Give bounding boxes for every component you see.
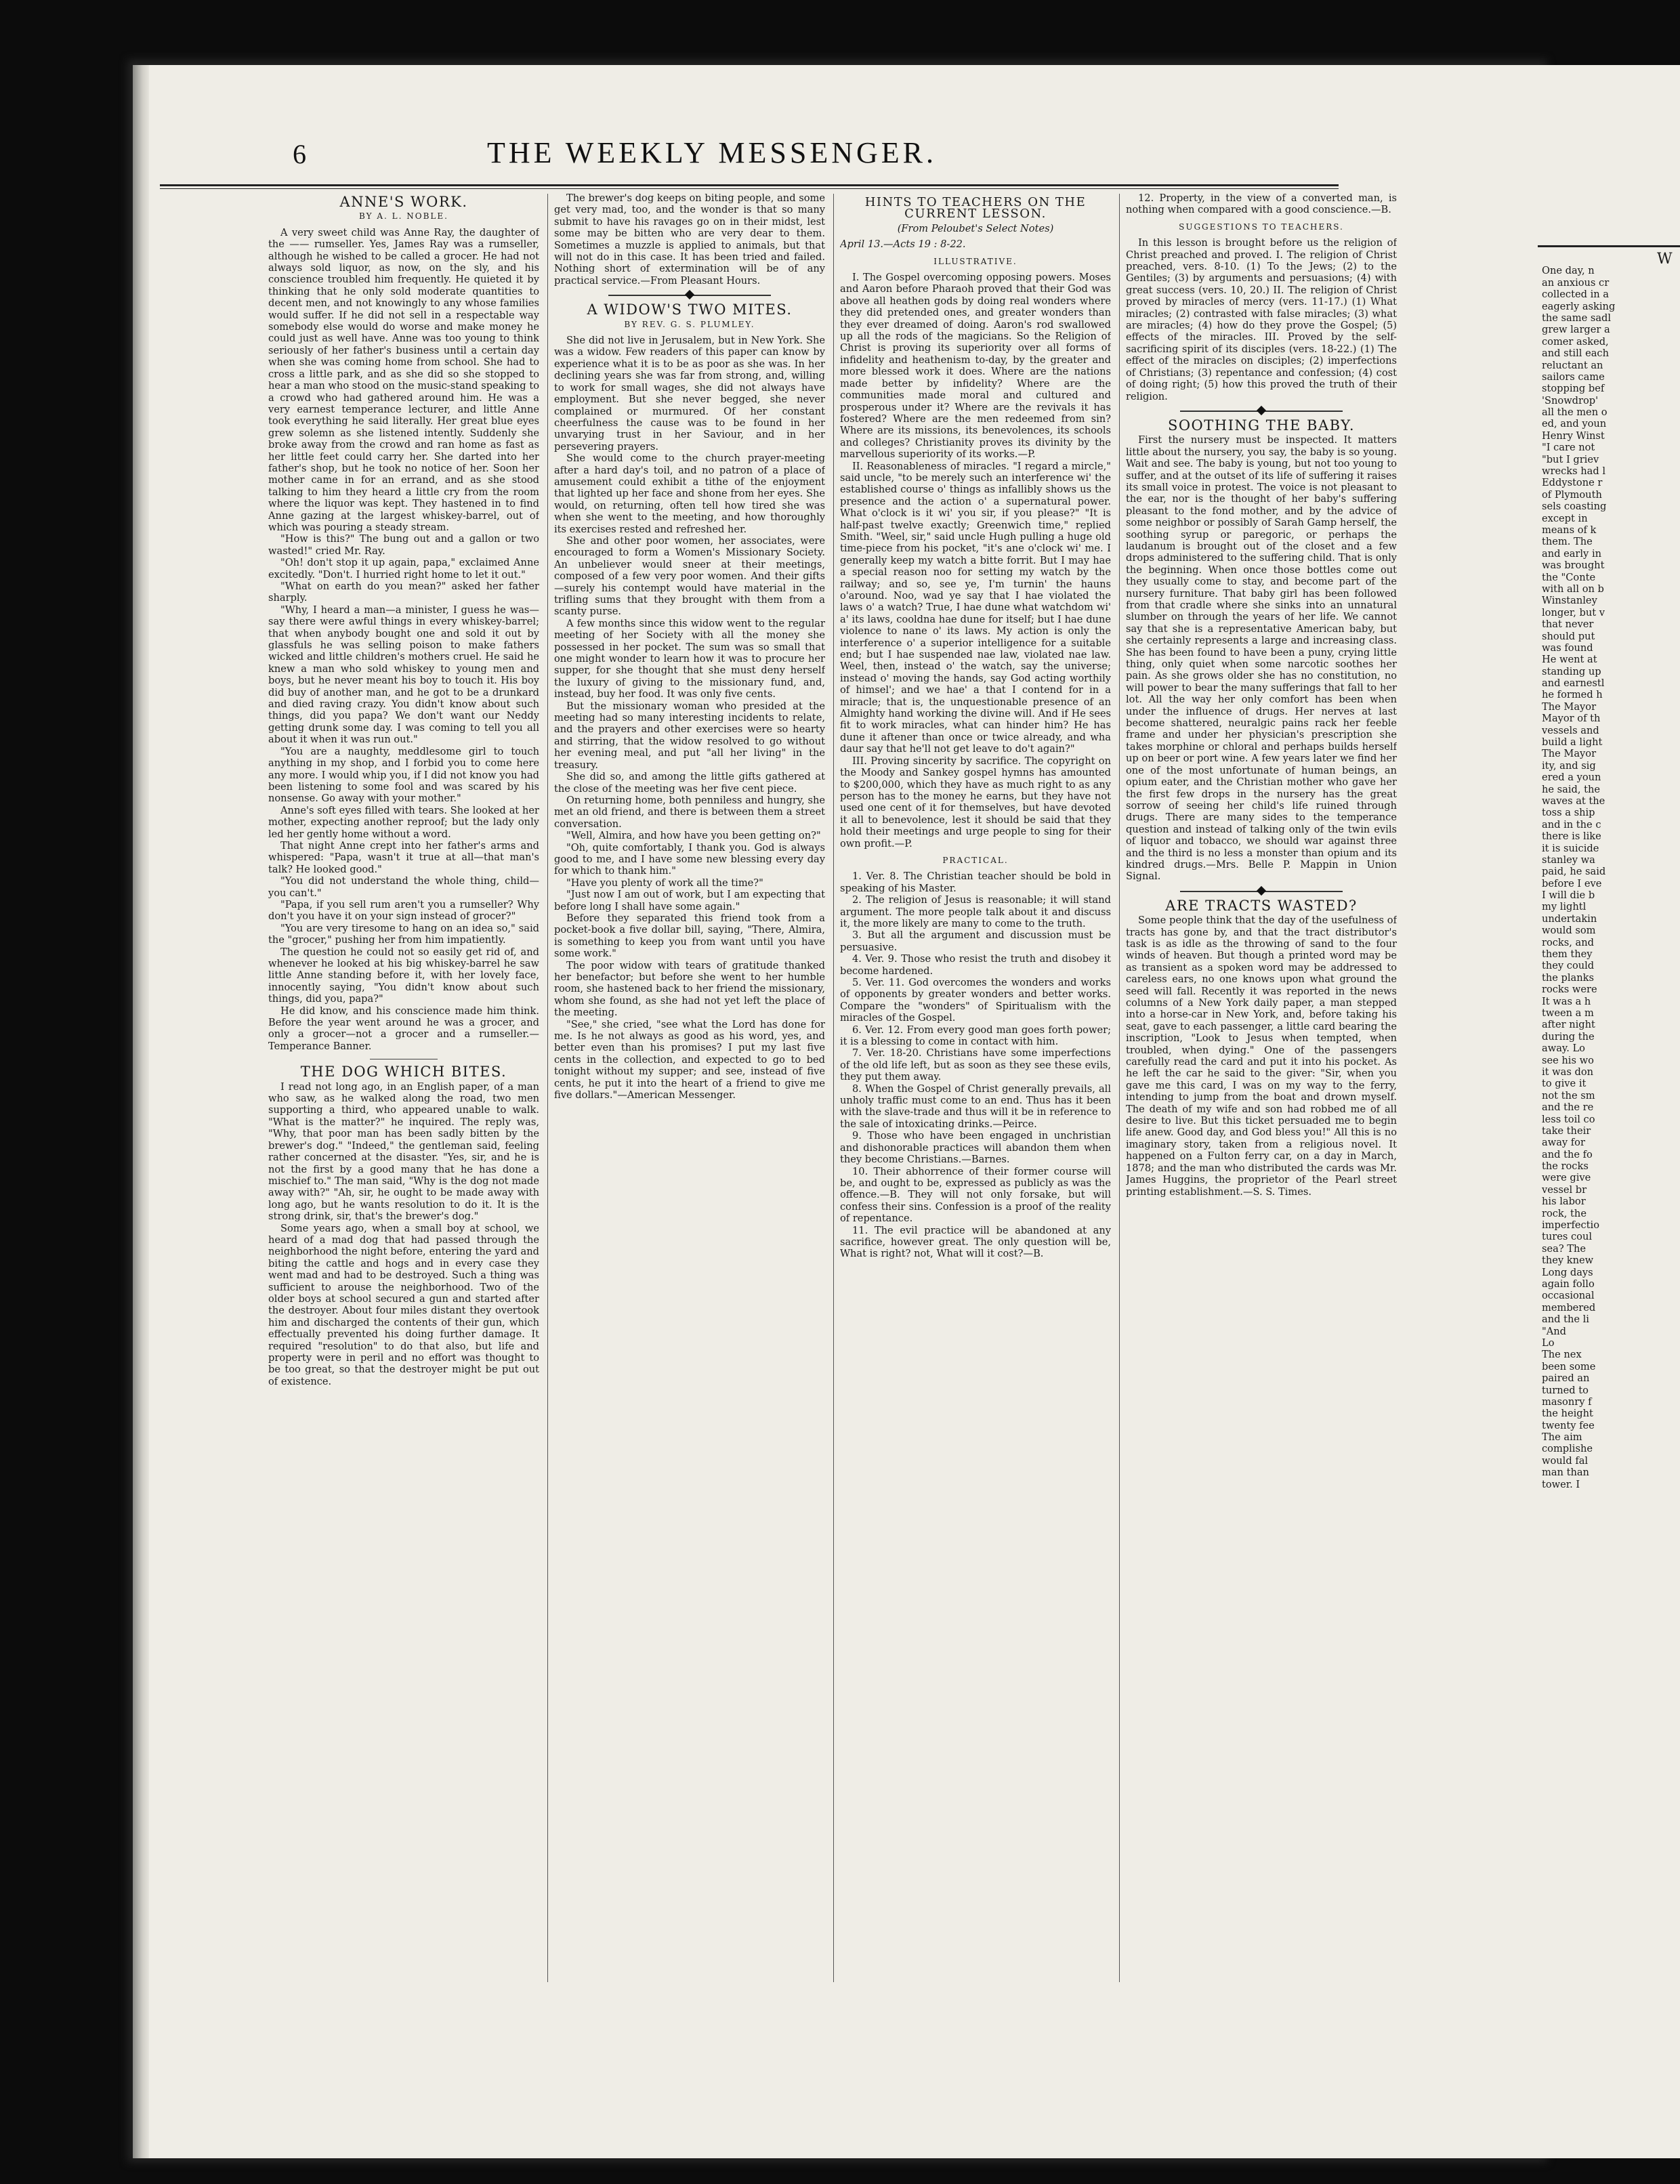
fragment-line: would fal	[1542, 1454, 1589, 1467]
fragment-line: before I eve	[1542, 877, 1602, 889]
paragraph: The brewer's dog keeps on biting people, and some get very mad, too, and the wonder is that so many submit to have his ravages go on in their midst, lest some may be bitten who are very dear to them. Sometimes a muzzle is applied to animals, but that will not do in this case. It has been tried and failed. Nothing short of extermination will be of any practical service.—From Pleasant Hours.	[554, 192, 825, 287]
fragment-line: been some	[1542, 1360, 1596, 1372]
fragment-line: vessel br	[1542, 1183, 1587, 1196]
fragment-line: ity, and sig	[1542, 759, 1596, 772]
fragment-line: with all on b	[1542, 583, 1604, 595]
fragment-line: there is like	[1542, 831, 1601, 843]
article-byline: BY REV. G. S. PLUMLEY.	[624, 319, 755, 329]
fragment-line: during the	[1542, 1030, 1595, 1043]
paragraph: In this lesson is brought before us the religion of Christ preached and proved. I. The religion of Christ preached, vers. 8-10. (1) To the Jews; (2) to the Gentiles; (3) by arguments and persuasions; (4) with great success (vers. 10, 20.) II. The religion of Christ proved by miracles of mercy (vers. 11-17.) (1) What miracles; (2) contrasted with false miracles; (3) what are miracles; (4) how do they prove the Gospel; (5) effects of the miracles. III. Proved by the self-sacrificing spirit of its disciples (vers. 18-22.) (1) The effect of the miracles on disciples; (2) imperfections of Christians; (3) repentance and confession; (4) cost of doing right; (5) how this proved the truth of their religion.	[1126, 237, 1397, 402]
fragment-line: them they	[1542, 948, 1593, 961]
fragment-line: turned to	[1542, 1384, 1589, 1396]
ornament-separator	[608, 295, 771, 296]
column-2	[554, 192, 825, 1981]
paragraph: The question he could not so easily get rid of, and whenever he looked at his big whiskey-barrel he saw little Anne standing before it, with her lovely face, innocently saying, "You didn't know about such things, did you, papa?"	[268, 946, 539, 1005]
fragment-line: rocks were	[1542, 984, 1597, 996]
fragment-line: eagerly asking	[1542, 300, 1616, 312]
fragment-line: that never	[1542, 618, 1594, 631]
column-rule	[547, 194, 548, 1982]
fragment-line: sailors came	[1542, 371, 1605, 383]
fragment-header-rule	[1538, 245, 1680, 247]
fragment-line: ered a youn	[1542, 772, 1601, 784]
fragment-line: 'Snowdrop'	[1542, 394, 1599, 406]
paragraph: First the nursery must be inspected. It matters little about the nursery, you say, the baby is so young. Wait and see. The baby is young, but not too young to suffer, and at the outset of its life of suffering it raises its small voice in protest. The voice is not pleasant to the ear, nor is the thought of her baby's suffering pleasant to the fond mother, and by the advice of some neighbor or possibly of Sarah Gamp herself, the soothing syrup or paregoric, or perhaps the laudanum is brought out of the closet and a few drops administered to the suffering child. That is only the beginning. When once those bottles come out they usually come to stay, and become part of the nursery furniture. That baby girl has been followed from that cradle where she sinks into an unnatural slumber on through the years of her life. We cannot say that she is a representative American baby, but she certainly represents a large and increasing class. She has been found to have been a puny, crying little thing, only quiet when some narcotic soothes her pain. As she grows older she has no constitution, no will power to bear the many sufferings that fall to her lot. All the way her only comfort has been when under the influence of drugs. Her nerves at last become shattered, neuralgic pains rack her feeble frame and under her physician's prescription she takes morphine or chloral and perhaps builds herself up on beer or port wine. A few years later we find her one of the most unfortunate of human beings, an opium eater, and the Christian mother who gave her the first few drops in the nursery has the great sorrow of seeing her child's life ruined through drugs. There are many sides to the temperance question and instead of talking only of the twin evils of liquor and tobacco, we should war against three and the third is no less a monster than opium and its kindred drugs.—Mrs. Belle P. Mappin in Union Signal.	[1126, 434, 1397, 883]
fragment-line: would som	[1542, 925, 1596, 937]
fragment-line: them. The	[1542, 536, 1593, 548]
fragment-line: reluctant an	[1542, 359, 1603, 371]
fragment-line: away. Lo	[1542, 1043, 1585, 1055]
fragment-line: they could	[1542, 960, 1595, 972]
article-byline: BY A. L. NOBLE.	[359, 211, 448, 222]
paragraph: I. The Gospel overcoming opposing powers. Moses and Aaron before Pharaoh proved that their God was above all heathen gods by doing real wonders where they did pretended ones, and greater wonders than they ever dreamed of doing. Aaron's rod swallowed up all the rods of the magicians. So the Religion of Christ is proving its superiority over all forms of infidelity and heathenism to-day, by the greater and more blessed work it does. Where are the nations made better by infidelity? Where are the communities made moral and cultured and prosperous under it? Where are the revivals it has fostered? Where are the men redeemed from sin? Where are its missions, its benevolences, its schools and colleges? Christianity proves its divinity by the marvellous superiority of its works.—P.	[840, 272, 1111, 461]
fragment-line: tween a m	[1542, 1007, 1594, 1019]
masthead-title: THE WEEKLY MESSENGER.	[486, 136, 937, 169]
header-rule	[160, 184, 1339, 189]
section-heading: PRACTICAL.	[942, 855, 1009, 865]
list-item: 1. Ver. 8. The Christian teacher should be bold in speaking of his Master.	[840, 870, 1111, 894]
paragraph: "Well, Almira, and how have you been getting on?"	[566, 830, 821, 842]
paragraph: The poor widow with tears of gratitude thanked her benefactor; but before she went to her humble room, she hastened back to her friend the missionary, whom she found, as she had not yet left the place of the meeting.	[554, 959, 825, 1019]
paragraph: She did so, and among the little gifts gathered at the close of the meeting was her five cent piece.	[554, 771, 825, 795]
fragment-line: and the li	[1542, 1314, 1589, 1326]
paragraph: "You are very tiresome to hang on an idea so," said the "grocer," pushing her from him impatiently.	[268, 922, 539, 946]
fragment-line: waves at the	[1542, 795, 1605, 807]
paragraph: "Papa, if you sell rum aren't you a rumseller? Why don't you have it on your sign instead of grocer?"	[268, 898, 539, 923]
fragment-line: was found	[1542, 642, 1593, 654]
column-1	[268, 192, 539, 1981]
fragment-line: Winstanley	[1542, 595, 1597, 607]
fragment-line: masonry f	[1542, 1395, 1592, 1408]
list-item: 5. Ver. 11. God overcomes the wonders and works of opponents by greater wonders and better works. Compare the "wonders" of Spiritualism with the miracles of the Gospel.	[840, 977, 1111, 1024]
article-title: SOOTHING THE BABY.	[1167, 417, 1356, 434]
fragment-line: Eddystone r	[1542, 477, 1603, 489]
list-item: 10. Their abhorrence of their former course will be, and ought to be, expressed as publicly as was the offence.—B. They will not only forsake, but will confess their sins. Confession is a proof of the reality of repentance.	[840, 1165, 1111, 1225]
fragment-line: One day, n	[1542, 265, 1595, 277]
next-page-fragment	[1538, 65, 1680, 2158]
article-title: ANNE'S WORK.	[339, 194, 468, 210]
article-title: A WIDOW'S TWO MITES.	[587, 301, 793, 318]
fragment-line: away for	[1542, 1137, 1585, 1149]
fragment-line: standing up	[1542, 665, 1601, 677]
fragment-line: see his wo	[1542, 1054, 1594, 1066]
paragraph: She would come to the church prayer-meeting after a hard day's toil, and no patron of a place of amusement could exhibit a tithe of the enjoyment that lighted up her face and shone from her eyes. She would, on returning, often tell how tired she was when she went to the meeting, and how thoroughly its exercises rested and refreshed her.	[554, 453, 825, 535]
list-item: 9. Those who have been engaged in unchristian and dishonorable practices will abandon them when they become Christians.—Barnes.	[840, 1130, 1111, 1166]
column-rule	[1119, 194, 1120, 1982]
paragraph: "You are a naughty, meddlesome girl to touch anything in my shop, and I forbid you to come here any more. I would whip you, if I did not know you had been listening to some fool and was scared by his nonsense. Go away with your mother."	[268, 745, 539, 805]
fragment-line: build a light	[1542, 736, 1603, 749]
fragment-line: sea? The	[1542, 1242, 1587, 1255]
fragment-line: tures coul	[1542, 1231, 1593, 1243]
fragment-line: occasional	[1542, 1290, 1595, 1302]
paragraph: "Oh, quite comfortably, I thank you. God is always good to me, and I have some new blessing every day for which to thank him."	[554, 841, 825, 877]
fragment-line: W	[1657, 251, 1673, 268]
fragment-line: rock, the	[1542, 1207, 1587, 1219]
fragment-line: Long days	[1542, 1266, 1593, 1278]
article-title: HINTS TO TEACHERS ON THE CURRENT LESSON.	[864, 195, 1087, 222]
fragment-line: imperfectio	[1542, 1219, 1599, 1232]
fragment-line: the rocks	[1542, 1160, 1589, 1173]
paragraph: "Have you plenty of work all the time?"	[566, 877, 763, 889]
fragment-line: tower. I	[1542, 1478, 1580, 1490]
fragment-line: to give it	[1542, 1078, 1587, 1090]
fragment-line: ed, and youn	[1542, 418, 1607, 430]
lesson-reference: April 13.—Acts 19 : 8-22.	[840, 238, 966, 251]
fragment-line: means of k	[1542, 524, 1597, 536]
fragment-line: take their	[1542, 1125, 1591, 1137]
ornament-separator	[1180, 891, 1343, 892]
fragment-line: not the sm	[1542, 1089, 1595, 1101]
fragment-line: should put	[1542, 630, 1595, 642]
fragment-line: and in the c	[1542, 818, 1601, 831]
fragment-line: less toil co	[1542, 1113, 1595, 1125]
fragment-line: longer, but v	[1542, 606, 1605, 618]
fragment-line: the same sadl	[1542, 312, 1612, 324]
fragment-line: Mayor of th	[1542, 713, 1601, 725]
list-item: 12. Property, in the view of a converted man, is nothing when compared with a good conscience.—B.	[1126, 192, 1397, 216]
fragment-line: man than	[1542, 1467, 1589, 1479]
fragment-line: my lightl	[1542, 901, 1587, 913]
paragraph: "Why, I heard a man—a minister, I guess he was—say there were awful things in every whiskey-barrel; that when anybody bought one and sold it out by glassfuls he was selling poison to make fathers wicked and little children's mothers cruel. He said he knew a man who sold whiskey to young men and boys, but he never meant his boy to touch it. His boy did buy of another man, and he got to be a drunkard and died raving crazy. You didn't know about such things, did you papa? We don't want our Neddy getting drunk some day. I was coming to tell you all about it when it was run out."	[268, 604, 539, 746]
fragment-line: and earnestl	[1542, 677, 1605, 690]
fragment-line: toss a ship	[1542, 807, 1595, 819]
newspaper-page	[133, 65, 1540, 2158]
paragraph: III. Proving sincerity by sacrifice. The copyright on the Moody and Sankey gospel hymns has amounted to $200,000, which they have as much right to as any person has to the money he earns, but they have not used one cent of it for themselves, but have devoted it all to benevolence, lest it should be said that they hold their meetings and urge people to sing for their own profit.—P.	[840, 755, 1111, 849]
fragment-line: "I care not	[1542, 442, 1595, 454]
paragraph: That night Anne crept into her father's arms and whispered: "Papa, wasn't it true at all—that man's talk? He looked good."	[268, 839, 539, 875]
fragment-line: "And	[1542, 1325, 1566, 1337]
fragment-line: and the re	[1542, 1101, 1594, 1114]
paragraph: But the missionary woman who presided at the meeting had so many interesting incidents to relate, and the prayers and other exercises were so hearty and stirring, that the widow resolved to go without her evening meal, and put "all her living" in the treasury.	[554, 700, 825, 771]
fragment-line: The Mayor	[1542, 748, 1597, 760]
paragraph: "Just now I am out of work, but I am expecting that before long I shall have some again."	[554, 889, 825, 912]
paragraph: "Oh! don't stop it up again, papa," exclaimed Anne excitedly. "Don't. I hurried right home to let it out."	[268, 557, 539, 581]
fragment-line: "but I griev	[1542, 453, 1599, 465]
fragment-line: and early in	[1542, 547, 1602, 560]
paragraph: II. Reasonableness of miracles. "I regard a mircle," said uncle, "to be merely such an interference wi' the established course o' things as infallibly shows us the presence and the action o' a supernatural power. What o'clock is it wi' you sir, if you please?" "It is half-past twelve exactly; Greenwich time," replied Smith. "Weel, sir," said uncle Hugh pulling a huge old time-piece from his pocket, "it's ane o'clock wi' me. I generally keep my watch a bitte forrit. But I may hae a special reason noo for setting my watch by the railway; and so, see ye, I'm turnin' the hauns o'around. Noo, wad ye say that I hae violated the laws o' a watch? True, I hae dune what watchdom wi' a' its laws, cooldna hae dune for itself; but I hae dune violence to nane o' its laws. My action is only the interference o' a superior intelligence for a suitable end; but I hae suspended nae law, violated nae law. Weel, then, instead o' the watch, say the universe; instead o' moving the hands, say God acting worthily of himsel'; and we hae' a that I contend for in a miracle; that is, the unquestionable presence of an Almighty hand working the divine will. And if He sees fit to work miracles, what can hinder him? He has dune it aftener than once or twice already, and wha daur say that he'll not get leave to do't again?"	[840, 460, 1111, 755]
paragraph: I read not long ago, in an English paper, of a man who saw, as he walked along the road, two men supporting a third, who appeared unable to walk. "What is the matter?" he inquired. The reply was, "Why, that poor man has been sadly bitten by the brewer's dog." "Indeed," the gentleman said, feeling rather concerned at the disaster. "Yes, sir, and he is not the first by a good many that he has done a mischief to." The man said, "Why is the dog not made away with?" "Ah, sir, he ought to be made away with long ago, but he wants resolution to do it. It is the strong drink, sir, that's the brewer's dog."	[268, 1080, 539, 1223]
fragment-line: an anxious cr	[1542, 276, 1610, 289]
fragment-line: paid, he said	[1542, 866, 1606, 878]
fragment-line: The aim	[1542, 1431, 1582, 1444]
column-rule	[833, 194, 834, 1982]
section-heading: ILLUSTRATIVE.	[933, 256, 1017, 266]
fragment-line: stopping bef	[1542, 383, 1605, 395]
fragment-line: sels coasting	[1542, 501, 1607, 513]
article-source: (From Peloubet's Select Notes)	[897, 222, 1054, 234]
paragraph: Before they separated this friend took from a pocket-book a five dollar bill, saying, "There, Almira, is something to keep you from want until you have some work."	[554, 912, 825, 960]
article-title: ARE TRACTS WASTED?	[1165, 897, 1358, 914]
fragment-line: wrecks had l	[1542, 465, 1605, 478]
paragraph: "How is this?" The bung out and a gallon or two wasted!" cried Mr. Ray.	[268, 533, 539, 557]
fragment-line: it is suicide	[1542, 842, 1599, 854]
list-item: 2. The religion of Jesus is reasonable; it will stand argument. The more people talk about it and discuss it, the more likely are many to come to the truth.	[840, 894, 1111, 929]
ornament-separator	[1180, 411, 1343, 412]
fragment-line: after night	[1542, 1019, 1595, 1031]
fragment-line: vessels and	[1542, 724, 1599, 736]
fragment-line: rocks, and	[1542, 936, 1594, 948]
fragment-line: he formed h	[1542, 689, 1603, 701]
fragment-line: it was don	[1542, 1066, 1594, 1078]
column-4	[1126, 192, 1397, 1981]
fragment-line: He went at	[1542, 654, 1597, 666]
fragment-line: again follo	[1542, 1278, 1595, 1290]
fragment-line: all the men o	[1542, 406, 1608, 419]
fragment-line: and the fo	[1542, 1148, 1593, 1160]
paragraph: "You did not understand the whole thing, child—you can't."	[268, 875, 539, 899]
paragraph: Some years ago, when a small boy at school, we heard of a mad dog that had passed through the neighborhood the night before, entering the yard and biting the cattle and hogs and in every case they went mad and had to be destroyed. Such a thing was sufficient to arouse the neighborhood. Two of the older boys at school secured a gun and started after the destroyer. About four miles distant they overtook him and discharged the contents of their gun, which effectually prevented his doing further damage. It required "resolution" to do that also, but life and property were in peril and no effort was thought to be too great, so that the destroyer might be put out of existence.	[268, 1222, 539, 1387]
list-item: 11. The evil practice will be abandoned at any sacrifice, however great. The only question will be, What is right? not, What will it cost?—B.	[840, 1224, 1111, 1260]
column-3	[840, 192, 1111, 1981]
fragment-line: and still each	[1542, 348, 1609, 360]
page-number: 6	[293, 139, 306, 169]
paragraph: She and other poor women, her associates, were encouraged to form a Women's Missionary Society. An unbeliever would sneer at their meetings, composed of a few very poor women. And their gifts—surely his contempt would have material in the trifling sums that they brought with them from a scanty purse.	[554, 534, 825, 618]
fragment-line: grew larger a	[1542, 324, 1610, 336]
list-item: 6. Ver. 12. From every good man goes forth power; it is a blessing to come in contact with him.	[840, 1024, 1111, 1048]
fragment-line: stanley wa	[1542, 854, 1595, 866]
list-item: 4. Ver. 9. Those who resist the truth and disobey it become hardened.	[840, 953, 1111, 977]
list-item: 3. But all the argument and discussion must be persuasive.	[840, 929, 1111, 953]
paragraph: "See," she cried, "see what the Lord has done for me. Is he not always as good as his word, yes, and better even than his promises? I put my last five cents in the collection, and expected to go to bed tonight without my supper; and see, instead of five cents, he put it into the heart of a friend to give me five dollars."—American Messenger.	[554, 1018, 825, 1101]
fragment-line: Henry Winst	[1542, 429, 1605, 442]
fragment-line: membered	[1542, 1301, 1596, 1314]
paragraph: A very sweet child was Anne Ray, the daughter of the —— rumseller. Yes, James Ray was a rumseller, although he wished to be called a grocer. He had not always sold liquor, as now, on the sly, and his conscience troubled him frequently. He quieted it by thinking that he only sold moderate quantities to decent men, and not knowingly to any whose families would suffer. If he did not sell in a respectable way somebody else would do worse and make money he could just as well have. Anne was too young to think seriously of her father's business until a certain day when she was coming home from school. She had to cross a little park, and as she did so she stopped to hear a man who stood on the music-stand speaking to a crowd who had gathered around him. He was a very earnest temperance lecturer, and little Anne took everything he said literally. Her great blue eyes grew solemn as she listened intently. Suddenly she broke away from the crowd and ran home as fast as her little feet could carry her. She darted into her father's shop, but he took no notice of her. Soon her mother came in for an errand, and as she stood talking to him they heard a little cry from the room where the liquor was kept. They hastened in to find Anne gazing at the largest whiskey-barrel, out of which was pouring a steady stream.	[268, 226, 539, 533]
section-heading: SUGGESTIONS TO TEACHERS.	[1179, 222, 1344, 232]
fragment-line: was brought	[1542, 560, 1605, 572]
paragraph: He did know, and his conscience made him think. Before the year went around he was a grocer, and only a grocer—not a grocer and a rumseller.—Temperance Banner.	[268, 1005, 539, 1052]
fragment-line: collected in a	[1542, 289, 1609, 301]
fragment-line: paired an	[1542, 1372, 1590, 1385]
page-binding	[133, 65, 149, 2158]
fragment-line: the "Conte	[1542, 571, 1596, 583]
paragraph: Some people think that the day of the usefulness of tracts has gone by, and that the tract distributor's task is as idle as the throwing of sand to the four winds of heaven. But though a printed word may be as transient as a spoken word may be addressed to careless ears, no one knows upon what ground the seed will fall. Recently it was reported in the news columns of a New York daily paper, a man stepped into a horse-car in New York, and, before taking his seat, gave to each passenger, a little card bearing the inscription, "Look to Jesus when tempted, when troubled, when dying." One of the passengers carefully read the card and put it into his pocket. As he left the car he said to the giver: "Sir, when you gave me this card, I was on my way to the ferry, intending to jump from the boat and drown myself. The death of my wife and son had robbed me of all desire to live. But this ticket persuaded me to begin life anew. Good day, and God bless you!" All this is no imaginary story, taken from a religious novel. It happened on a Fulton ferry car, on a day in March, 1878; and the man who distributed the cards was Mr. James Huggins, the proprietor of the Pearl street printing establishment.—S. S. Times.	[1126, 915, 1397, 1198]
fragment-line: I will die b	[1542, 889, 1595, 902]
fragment-line: they knew	[1542, 1255, 1594, 1267]
fragment-line: undertakin	[1542, 912, 1597, 925]
fragment-line: comer asked,	[1542, 335, 1609, 348]
fragment-line: It was a h	[1542, 995, 1591, 1007]
paragraph: A few months since this widow went to the regular meeting of her Society with all the money she possessed in her pocket. The sum was so small that one might wonder to learn how it was to procure her supper, for she thought that she must deny herself the luxury of giving to the missionary fund, and, instead, buy her food. It was only five cents.	[554, 617, 825, 700]
fragment-line: his labor	[1542, 1196, 1586, 1208]
list-item: 7. Ver. 18-20. Christians have some imperfections of the old life left, but as soon as they see these evils, they put them away.	[840, 1047, 1111, 1083]
fragment-line: complishe	[1542, 1443, 1593, 1455]
fragment-line: The Mayor	[1542, 700, 1597, 713]
paragraph: She did not live in Jerusalem, but in New York. She was a widow. Few readers of this paper can know by experience what it is to be as poor as she was. In her declining years she was far from strong, and, willing to work for small wages, she did not always have employment. But she never begged, she never complained or murmured. Of her constant cheerfulness the cause was to be found in her unvarying trust in her Saviour, and in her persevering prayers.	[554, 335, 825, 453]
fragment-line: The nex	[1542, 1349, 1582, 1361]
fragment-line: he said, the	[1542, 783, 1601, 795]
article-title: THE DOG WHICH BITES.	[300, 1064, 507, 1080]
paragraph: On returning home, both penniless and hungry, she met an old friend, and there is between them a street conversation.	[554, 794, 825, 830]
list-item: 8. When the Gospel of Christ generally prevails, all unholy traffic must come to an end. Thus has it been with the slave-trade and thus will it be in reference to the sale of intoxicating drinks.—Peirce.	[840, 1083, 1111, 1130]
fragment-text	[1542, 253, 1680, 1490]
fragment-line: were give	[1542, 1172, 1591, 1184]
fragment-line: except in	[1542, 512, 1588, 524]
fragment-line: the height	[1542, 1408, 1593, 1420]
fragment-line: the planks	[1542, 971, 1594, 984]
fragment-line: twenty fee	[1542, 1419, 1595, 1431]
fragment-line: Lo	[1542, 1337, 1555, 1349]
paragraph: "What on earth do you mean?" asked her father sharply.	[268, 581, 539, 604]
fragment-line: of Plymouth	[1542, 488, 1602, 501]
paragraph: Anne's soft eyes filled with tears. She looked at her mother, expecting another reproof; but the lady only led her gently home without a word.	[268, 804, 539, 840]
